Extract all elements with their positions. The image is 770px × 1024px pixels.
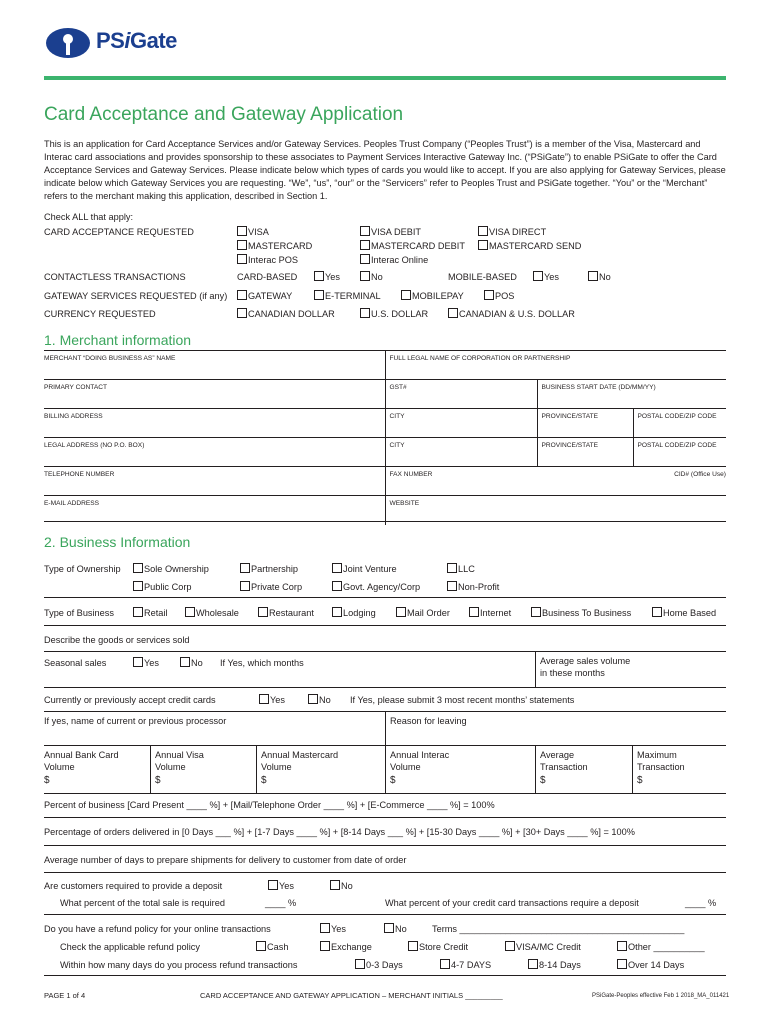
header-divider [44,76,726,80]
divider [150,745,151,793]
deposit-no[interactable]: No [330,880,353,891]
legal-address-field[interactable]: LEGAL ADDRESS (NO P.O. BOX) [44,438,385,467]
partnership-checkbox[interactable] [240,563,250,573]
wholesale-option[interactable]: Wholesale [185,607,239,618]
seasonal-yes-checkbox[interactable] [133,657,143,667]
primary-contact-field[interactable]: PRIMARY CONTACT [44,380,385,409]
refund-no[interactable]: No [384,923,407,934]
interac-volume-field[interactable]: Annual Interac Volume $ [390,750,450,786]
refund-policy-check-label: Check the applicable refund policy [60,942,200,952]
max-transaction-field[interactable]: Maximum Transaction $ [637,750,685,786]
refund-policy-label: Do you have a refund policy for your online transactions [44,924,271,934]
mail-order-checkbox[interactable] [396,607,406,617]
restaurant-checkbox[interactable] [258,607,268,617]
gateway-label: GATEWAY SERVICES REQUESTED (if any) [44,291,228,301]
reason-field[interactable]: Reason for leaving [390,716,467,726]
legal-city-field[interactable]: CITY [385,438,537,467]
card-based-no-checkbox[interactable] [360,271,370,281]
public-corp-option[interactable]: Public Corp [133,581,192,592]
interac-pos-checkbox[interactable] [237,254,247,264]
psigate-logo [44,26,204,60]
llc-checkbox[interactable] [447,563,457,573]
which-months-field[interactable]: If Yes, which months [220,658,304,668]
card-based-yes[interactable]: Yes [314,271,340,282]
visa-option[interactable]: VISA [237,226,269,237]
refund-no-checkbox[interactable] [384,923,394,933]
billing-city-field[interactable]: CITY [385,409,537,438]
mobilepay-option[interactable]: MOBILEPAY [401,290,464,301]
usd-option[interactable]: U.S. DOLLAR [360,308,428,319]
divider [44,597,726,598]
telephone-field[interactable]: TELEPHONE NUMBER [44,467,385,496]
divider [535,651,536,687]
deposit-yes[interactable]: Yes [268,880,294,891]
deposit-no-checkbox[interactable] [330,880,340,890]
mastercard-debit-checkbox[interactable] [360,240,370,250]
deposit-pct-input[interactable]: ____ % [265,898,297,908]
mobile-based-no[interactable]: No [588,271,611,282]
describe-goods-field[interactable]: Describe the goods or services sold [44,635,190,645]
visa-volume-field[interactable]: Annual Visa Volume $ [155,750,204,786]
retail-option[interactable]: Retail [133,607,168,618]
visa-direct-checkbox[interactable] [478,226,488,236]
interac-online-checkbox[interactable] [360,254,370,264]
card-based-label: CARD-BASED [237,272,298,282]
private-corp-option[interactable]: Private Corp [240,581,302,592]
avg-sales-label-2: in these months [540,668,605,678]
refund-yes-checkbox[interactable] [320,923,330,933]
e-terminal-checkbox[interactable] [314,290,324,300]
divider [44,625,726,626]
days-8-14-option[interactable]: 8-14 Days [528,959,581,970]
refund-store-credit-option[interactable]: Store Credit [408,941,468,952]
accept-cards-yes-checkbox[interactable] [259,694,269,704]
days-4-7-option[interactable]: 4-7 DAYS [440,959,491,970]
seasonal-label: Seasonal sales [44,658,107,668]
mastercard-send-option[interactable]: MASTERCARD SEND [478,240,581,251]
refund-cash-checkbox[interactable] [256,941,266,951]
seasonal-no[interactable]: No [180,657,203,668]
merchant-info-table [44,350,726,525]
divider [535,745,536,793]
home-based-checkbox[interactable] [652,607,662,617]
mobile-based-label: MOBILE-BASED [448,272,517,282]
days-0-3-checkbox[interactable] [355,959,365,969]
internet-checkbox[interactable] [469,607,479,617]
ownership-label: Type of Ownership [44,564,121,574]
email-field[interactable]: E-MAIL ADDRESS [44,496,385,525]
section2-title: 2. Business Information [44,534,191,550]
refund-exchange-checkbox[interactable] [320,941,330,951]
internet-option[interactable]: Internet [469,607,511,618]
refund-other-option[interactable]: Other __________ [617,941,705,952]
refund-other-checkbox[interactable] [617,941,627,951]
private-corp-checkbox[interactable] [240,581,250,591]
e-terminal-option[interactable]: E-TERMINAL [314,290,381,301]
psigate-logo-icon [44,26,94,60]
govt-agency-checkbox[interactable] [332,581,342,591]
legal-name-field[interactable]: FULL LEGAL NAME OF CORPORATION OR PARTNERSHIP [385,351,726,380]
interac-online-option[interactable]: Interac Online [360,254,428,265]
deposit-yes-checkbox[interactable] [268,880,278,890]
merchant-table-bottom [44,521,726,522]
divider [44,793,726,794]
cad-usd-option[interactable]: CANADIAN & U.S. DOLLAR [448,308,575,319]
bank-card-volume-field[interactable]: Annual Bank Card Volume $ [44,750,119,786]
b2b-option[interactable]: Business To Business [531,607,631,618]
fax-field[interactable]: FAX NUMBER [385,467,633,496]
sole-ownership-option[interactable]: Sole Ownership [133,563,209,574]
page-title: Card Acceptance and Gateway Application [44,104,404,125]
avg-sales-label-1: Average sales volume [540,656,631,666]
mastercard-volume-field[interactable]: Annual Mastercard Volume $ [261,750,339,786]
mastercard-send-checkbox[interactable] [478,240,488,250]
gateway-option[interactable]: GATEWAY [237,290,292,301]
percent-delivered-field[interactable]: Percentage of orders delivered in [0 Days ___ %] + [1-7 Days ____ %] + [8-14 Days ___ %] + [15-30 Days ____ %] + [30+ Days ____ %] = 100% [44,827,635,837]
deposit-pct-label: What percent of the total sale is required [60,898,225,908]
mastercard-checkbox[interactable] [237,240,247,250]
legal-province-field[interactable]: PROVINCE/STATE [537,438,633,467]
cc-deposit-pct-label: What percent of your credit card transactions require a deposit [385,898,639,908]
pos-checkbox[interactable] [484,290,494,300]
divider [385,711,386,745]
days-0-3-option[interactable]: 0-3 Days [355,959,403,970]
divider [256,745,257,793]
mobilepay-checkbox[interactable] [401,290,411,300]
seasonal-no-checkbox[interactable] [180,657,190,667]
cad-checkbox[interactable] [237,308,247,318]
terms-input[interactable]: Terms ____________________________________________ [432,924,685,934]
business-type-label: Type of Business [44,608,114,618]
dba-field[interactable]: MERCHANT “DOING BUSINESS AS” NAME [44,351,385,380]
footer-initials: CARD ACCEPTANCE AND GATEWAY APPLICATION – MERCHANT INITIALS _________ [200,991,503,1000]
days-4-7-checkbox[interactable] [440,959,450,969]
mail-order-option[interactable]: Mail Order [396,607,450,618]
contactless-label: CONTACTLESS TRANSACTIONS [44,272,186,282]
mastercard-option[interactable]: MASTERCARD [237,240,312,251]
visa-direct-option[interactable]: VISA DIRECT [478,226,546,237]
interac-pos-option[interactable]: Interac POS [237,254,298,265]
mobile-based-yes[interactable]: Yes [533,271,559,282]
refund-store-credit-checkbox[interactable] [408,941,418,951]
divider [44,914,726,915]
accept-cards-no[interactable]: No [308,694,331,705]
refund-days-label: Within how many days do you process refund transactions [60,960,298,970]
divider [632,745,633,793]
card-based-yes-checkbox[interactable] [314,271,324,281]
wholesale-checkbox[interactable] [185,607,195,617]
public-corp-checkbox[interactable] [133,581,143,591]
visa-checkbox[interactable] [237,226,247,236]
statements-note: If Yes, please submit 3 most recent months’ statements [350,695,575,705]
accept-cards-yes[interactable]: Yes [259,694,285,705]
cad-usd-checkbox[interactable] [448,308,458,318]
cad-option[interactable]: CANADIAN DOLLAR [237,308,335,319]
partnership-option[interactable]: Partnership [240,563,298,574]
usd-checkbox[interactable] [360,308,370,318]
section1-title: 1. Merchant information [44,332,192,348]
start-date-field[interactable]: BUSINESS START DATE (DD/MM/YY) [537,380,726,409]
check-all-label: Check ALL that apply: [44,212,134,222]
refund-exchange-option[interactable]: Exchange [320,941,372,952]
b2b-checkbox[interactable] [531,607,541,617]
mastercard-debit-option[interactable]: MASTERCARD DEBIT [360,240,465,251]
non-profit-checkbox[interactable] [447,581,457,591]
percent-business-field[interactable]: Percent of business [Card Present ____ %] + [Mail/Telephone Order ____ %] + [E-Commerce ____ %] = 100% [44,800,495,810]
mobile-based-no-checkbox[interactable] [588,271,598,281]
visa-debit-checkbox[interactable] [360,226,370,236]
legal-postal-field[interactable]: POSTAL CODE/ZIP CODE [633,438,726,467]
currency-label: CURRENCY REQUESTED [44,309,156,319]
accept-cards-label: Currently or previously accept credit cards [44,695,216,705]
refund-visa-mc-checkbox[interactable] [505,941,515,951]
divider [44,845,726,846]
joint-venture-checkbox[interactable] [332,563,342,573]
joint-venture-option[interactable]: Joint Venture [332,563,397,574]
visa-debit-option[interactable]: VISA DEBIT [360,226,421,237]
gst-field[interactable]: GST# [385,380,537,409]
billing-address-field[interactable]: BILLING ADDRESS [44,409,385,438]
billing-province-field[interactable]: PROVINCE/STATE [537,409,633,438]
divider [385,745,386,793]
llc-option[interactable]: LLC [447,563,475,574]
non-profit-option[interactable]: Non-Profit [447,581,499,592]
card-based-no[interactable]: No [360,271,383,282]
divider [44,651,726,652]
divider [44,817,726,818]
logo-wordmark: PSiGate [96,28,177,53]
lodging-checkbox[interactable] [332,607,342,617]
billing-postal-field[interactable]: POSTAL CODE/ZIP CODE [633,409,726,438]
divider [44,975,726,976]
deposit-label: Are customers required to provide a deposit [44,881,223,891]
divider [44,687,726,688]
accept-cards-no-checkbox[interactable] [308,694,318,704]
gateway-checkbox[interactable] [237,290,247,300]
sole-ownership-checkbox[interactable] [133,563,143,573]
page-number: PAGE 1 of 4 [44,991,86,1000]
refund-visa-mc-option[interactable]: VISA/MC Credit [505,941,581,952]
days-over-14-checkbox[interactable] [617,959,627,969]
restaurant-option[interactable]: Restaurant [258,607,314,618]
days-over-14-option[interactable]: Over 14 Days [617,959,684,970]
card-acceptance-label: CARD ACCEPTANCE REQUESTED [44,227,194,237]
lodging-option[interactable]: Lodging [332,607,376,618]
cid-field[interactable]: CID# (Office Use) [633,467,726,496]
refund-cash-option[interactable]: Cash [256,941,288,952]
retail-checkbox[interactable] [133,607,143,617]
footer-version: PSiGate-Peoples effective Feb 1 2018_MA_011421 [592,993,730,999]
govt-agency-option[interactable]: Govt. Agency/Corp [332,581,420,592]
website-field[interactable]: WEBSITE [385,496,726,525]
seasonal-yes[interactable]: Yes [133,657,159,668]
intro-paragraph: This is an application for Card Acceptance Services and/or Gateway Services. Peoples Trust Company (“Peoples Trust”) is a member of the Visa, Mastercard and Interac card associations and provides sponsorship to these associates to Payment Services Interactive Gateway Inc. (“PSiGate”) to enable PSiGate to offer the Card Acceptance Services and Gateway Services. Please indicate below which types of cards you would like to accept. If you are also applying for Gateway Services, please indicate below which Gateway Services you are requesting. “We”, “us”, “our” or the “Servicers” refer to Peoples Trust and PSiGate together. “You” or the “Merchant” refers to the merchant making this application, described in Section 1. [44,139,726,201]
avg-transaction-field[interactable]: Average Transaction $ [540,750,588,786]
days-8-14-checkbox[interactable] [528,959,538,969]
avg-days-field[interactable]: Average number of days to prepare shipments for delivery to customer from date of order [44,855,407,865]
refund-yes[interactable]: Yes [320,923,346,934]
pos-option[interactable]: POS [484,290,514,301]
home-based-option[interactable]: Home Based [652,607,716,618]
processor-field[interactable]: If yes, name of current or previous processor [44,716,227,726]
mobile-based-yes-checkbox[interactable] [533,271,543,281]
cc-deposit-pct-input[interactable]: ____ % [685,898,717,908]
divider [44,872,726,873]
